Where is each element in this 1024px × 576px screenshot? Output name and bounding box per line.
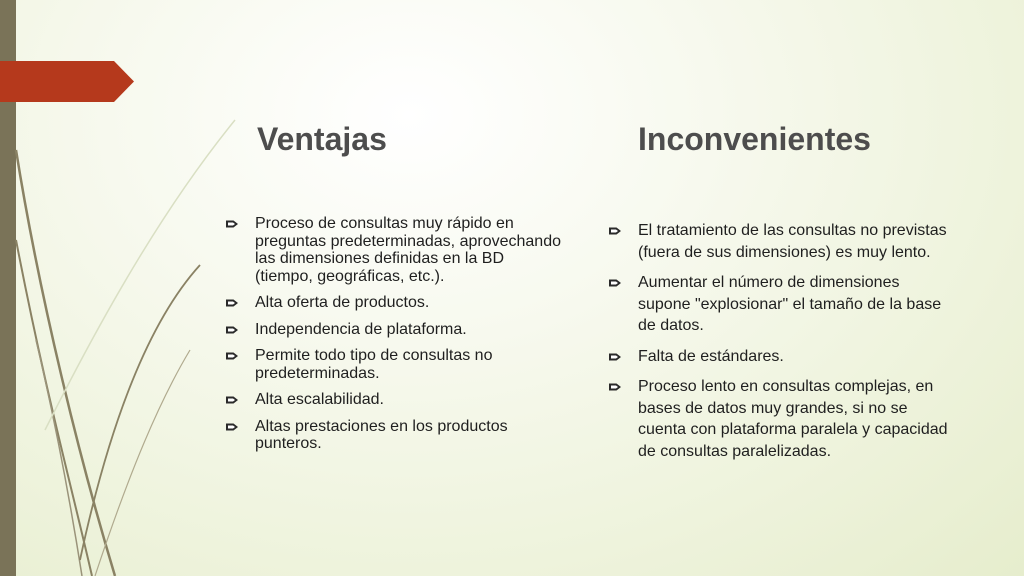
list-item-text: El tratamiento de las consultas no previstas (fuera de sus dimensiones) es muy lento. [638, 222, 947, 261]
list-item-text: Altas prestaciones en los productos punteros. [255, 417, 508, 452]
list-item [225, 347, 565, 382]
list-item-text: Permite todo tipo de consultas no predeterminadas. [255, 347, 493, 382]
list-item [608, 376, 953, 462]
arrow-pointer-icon [225, 351, 239, 361]
list-item-text: Proceso de consultas muy rápido en preguntas predeterminadas, aprovechando las dimensiones definidas en la BD (tiempo, geográficas, etc.). [255, 215, 561, 285]
inconvenientes-heading: Inconvenientes [638, 121, 871, 157]
arrow-pointer-icon [608, 278, 622, 288]
list-item [225, 215, 565, 285]
list-item [225, 418, 565, 453]
arrow-pointer-icon [225, 325, 239, 335]
list-item [225, 321, 565, 339]
arrow-pointer-icon [608, 226, 622, 236]
list-item-text: Independencia de plataforma. [255, 320, 467, 338]
arrow-pointer-icon [225, 422, 239, 432]
list-item-text: Alta oferta de productos. [255, 294, 430, 311]
list-item [225, 294, 565, 312]
arrow-pointer-icon [225, 219, 239, 229]
arrow-pointer-icon [608, 382, 622, 392]
ventajas-heading: Ventajas [257, 121, 387, 157]
list-item [225, 391, 565, 409]
ventajas-list [225, 215, 565, 462]
list-item [608, 220, 953, 263]
list-item [608, 346, 953, 368]
list-item-text: Proceso lento en consultas complejas, en bases de datos muy grandes, si no se cuenta con plataforma paralela y capacidad de consultas paralelizadas. [638, 378, 948, 460]
arrow-pointer-icon [608, 352, 622, 362]
list-item-text: Aumentar el número de dimensiones supone "explosionar" el tamaño de la base de datos. [638, 274, 942, 334]
arrow-pointer-icon [225, 298, 239, 308]
list-item-text: Alta escalabilidad. [255, 391, 384, 408]
list-item-text: Falta de estándares. [638, 347, 784, 365]
inconvenientes-list [608, 220, 953, 471]
arrow-pointer-icon [225, 395, 239, 405]
list-item [608, 272, 953, 337]
